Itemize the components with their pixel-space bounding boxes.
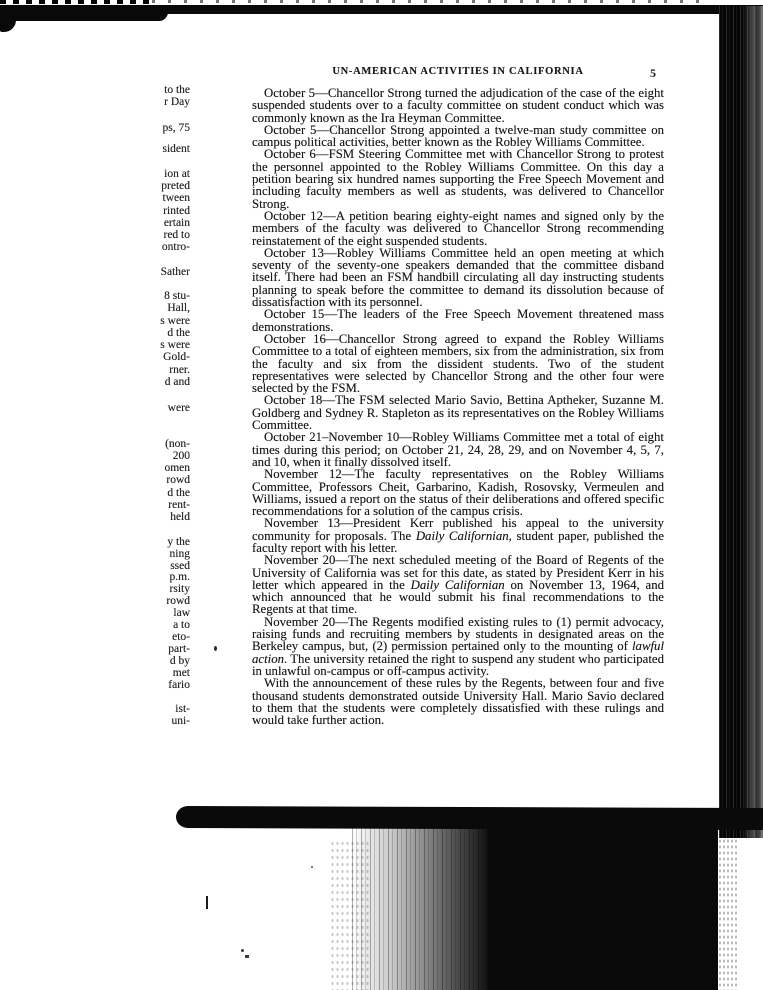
body-text-segment: October 12—A petition bearing eighty-eight names and signed only by the members of the faculty was delivered to Chancellor Strong recommending reinstatement of the eight suspended students.: [252, 208, 664, 248]
margin-fragment: rinted: [163, 205, 190, 217]
scan-right-black-band: [719, 6, 763, 838]
scan-speck-mark: [245, 955, 249, 958]
body-paragraph: [252, 210, 664, 247]
margin-fragment: uni-: [171, 715, 190, 727]
body-text-segment: October 16—Chancellor Strong agreed to expand the Robley Williams Committee to a total of eighteen members, six from the administration, six from the faculty and six from the dissident students. Two of the student representatives were selected by Chancellor Strong and the other four were selected by the FSM.: [252, 331, 664, 396]
margin-fragment: a to: [173, 619, 190, 631]
body-text-segment: October 13—Robley Williams Committee held an open meeting at which seventy of the seventy-one speakers demanded that the committee disband itself. There had been an FSM handbill circulating all day instructing students planning to speak before the committee to demand its dissolution because of dissatisfaction with its personnel.: [252, 245, 664, 310]
margin-fragment: sident: [162, 143, 190, 155]
body-text-segment: October 6—FSM Steering Committee met with Chancellor Strong to protest the personnel appointed to the Robley Williams Committee. On this day a petition bearing six hundred names supporting the Free Speech Movement and including faculty members as well as students, was delivered to Chancellor Strong.: [252, 147, 664, 211]
margin-fragment: rowd: [166, 474, 190, 486]
margin-fragment: eto-: [172, 631, 190, 643]
body-paragraph: [252, 87, 664, 124]
body-paragraph: [252, 677, 664, 726]
margin-fragment: s were: [160, 339, 190, 351]
margin-fragment: rowd: [166, 595, 190, 607]
margin-fragment: d and: [164, 376, 190, 388]
margin-fragment: 200: [172, 450, 190, 462]
margin-fragment: Gold-: [163, 351, 190, 363]
body-paragraph: [252, 308, 664, 333]
margin-fragment: ontro-: [161, 241, 190, 253]
margin-fragment: d the: [167, 487, 190, 499]
scan-top-dashed-edge-faint: [152, 0, 712, 3]
margin-fragment: ion at: [164, 168, 190, 180]
body-text-segment: November 20—The next scheduled meeting of the Board of Regents of the University of California was set for this date, as stated by President Kerr in his letter which appeared in the: [252, 553, 664, 592]
body-text-segment: Daily Californian: [410, 577, 505, 592]
body-paragraph: [252, 124, 664, 149]
margin-fragment: held: [170, 511, 190, 523]
scan-speck-mark: [311, 866, 313, 868]
body-text-segment: lawful action: [252, 639, 664, 666]
body-paragraph: [252, 616, 664, 677]
margin-fragment: ssed: [170, 560, 190, 572]
body-text-segment: , student paper, published the faculty report with his letter.: [252, 528, 665, 555]
body-text-segment: October 5—Chancellor Strong appointed a twelve-man study committee on campus political activities, better known as the Robley Williams Committee.: [252, 122, 664, 150]
body-paragraph: [252, 431, 664, 468]
margin-fragment: p.m.: [169, 571, 190, 583]
body-text-segment: October 18—The FSM selected Mario Savio, Bettina Aptheker, Suzanne M. Goldberg and Sydney R. Stapleton as its representatives on the Robley Williams Committee.: [252, 393, 664, 433]
scan-speck-mark: [206, 896, 208, 909]
body-paragraph: [252, 517, 664, 554]
margin-fragment: 8 stu-: [164, 290, 190, 302]
body-text-segment: October 15—The leaders of the Free Speech Movement threatened mass demonstrations.: [252, 307, 664, 334]
margin-fragment: preted: [161, 180, 190, 192]
margin-fragment: r Day: [164, 96, 190, 108]
margin-fragment: to the: [164, 84, 190, 96]
body-paragraph: [252, 333, 664, 394]
margin-fragment: rent-: [168, 499, 190, 511]
margin-fragment: law: [173, 607, 190, 619]
scan-top-dashed-edge: [0, 0, 152, 4]
body-text-segment: October 5—Chancellor Strong turned the adjudication of the case of the eight suspended students over to a faculty committee on student conduct which was commonly known as the Ira Heyman Committee.: [252, 86, 664, 125]
scan-speck-mark: [241, 949, 244, 952]
left-margin-fragments-column: [138, 0, 190, 760]
scan-bottom-black-fade: [352, 827, 492, 990]
margin-fragment: were: [167, 402, 190, 414]
scan-speck-mark: [214, 646, 217, 651]
body-text-segment: . The university retained the right to suspend any student who participated in unlawful on-campus or off-campus activity.: [252, 651, 664, 678]
body-text-segment: October 21–November 10—Robley Williams Committee met a total of eight times during this period; on October 21, 24, 28, 29, and on November 4, 5, 7, and 10, when it finally dissolved itself.: [252, 430, 664, 469]
body-text-segment: on November 13, 1964, and which announced that he would submit his final recommendations to the Regents at that time.: [252, 577, 664, 617]
margin-fragment: rsity: [169, 583, 190, 595]
margin-fragment: d the: [167, 327, 190, 339]
scan-bottom-black-region: [488, 826, 718, 990]
running-title: UN-AMERICAN ACTIVITIES IN CALIFORNIA: [332, 66, 584, 77]
margin-fragment: red to: [163, 229, 190, 241]
body-paragraph: [252, 554, 664, 615]
body-text-segment: November 12—The faculty representatives on the Robley Williams Committee, Professors Cheit, Garbarino, Kadish, Rosovsky, Vermeulen and Williams, issued a report on the status of their deliberations and offered specific recommendations for a solution of the campus crisis.: [252, 467, 664, 519]
margin-fragment: Sather: [160, 266, 190, 278]
body-paragraph: [252, 468, 664, 517]
body-paragraph: [252, 394, 664, 431]
body-text-segment: With the announcement of these rules by the Regents, between four and five thousand students demonstrated outside University Hall. Mario Savio declared to them that the students were completely dissatisfied with these rulings and would take further action.: [252, 676, 664, 728]
scan-speckle-texture-right: [710, 838, 738, 990]
margin-fragment: part-: [168, 643, 190, 655]
body-text-column: [252, 87, 664, 726]
margin-fragment: d by: [169, 655, 190, 667]
margin-fragment: y the: [167, 536, 190, 548]
body-text-segment: November 13—President Kerr published his appeal to the university community for proposals. The: [252, 516, 664, 543]
margin-fragment: ertain: [163, 217, 190, 229]
body-paragraph: [252, 148, 664, 209]
margin-fragment: met: [172, 667, 190, 679]
margin-fragment: Hall,: [167, 302, 190, 314]
body-paragraph: [252, 247, 664, 308]
scan-top-left-corner-wedge: [0, 14, 16, 32]
margin-fragment: s were: [160, 315, 190, 327]
margin-fragment: ning: [169, 548, 190, 560]
body-text-segment: Daily Californian: [415, 528, 509, 543]
running-header: [252, 66, 664, 80]
margin-fragment: ist-: [175, 703, 190, 715]
margin-fragment: omen: [164, 462, 190, 474]
margin-fragment: (non-: [165, 438, 190, 450]
body-text-segment: November 20—The Regents modified existing rules to (1) permit advocacy, raising funds and recruiting members by students in designated areas on the Berkeley campus, but, (2) permission pertained only to the mounting of: [252, 614, 664, 654]
margin-fragment: rner.: [169, 364, 190, 376]
margin-fragment: tween: [162, 192, 190, 204]
margin-fragment: fario: [168, 679, 190, 691]
page-number: 5: [650, 66, 656, 80]
margin-fragment: ps, 75: [162, 122, 190, 134]
scan-speckle-texture: [330, 840, 370, 990]
